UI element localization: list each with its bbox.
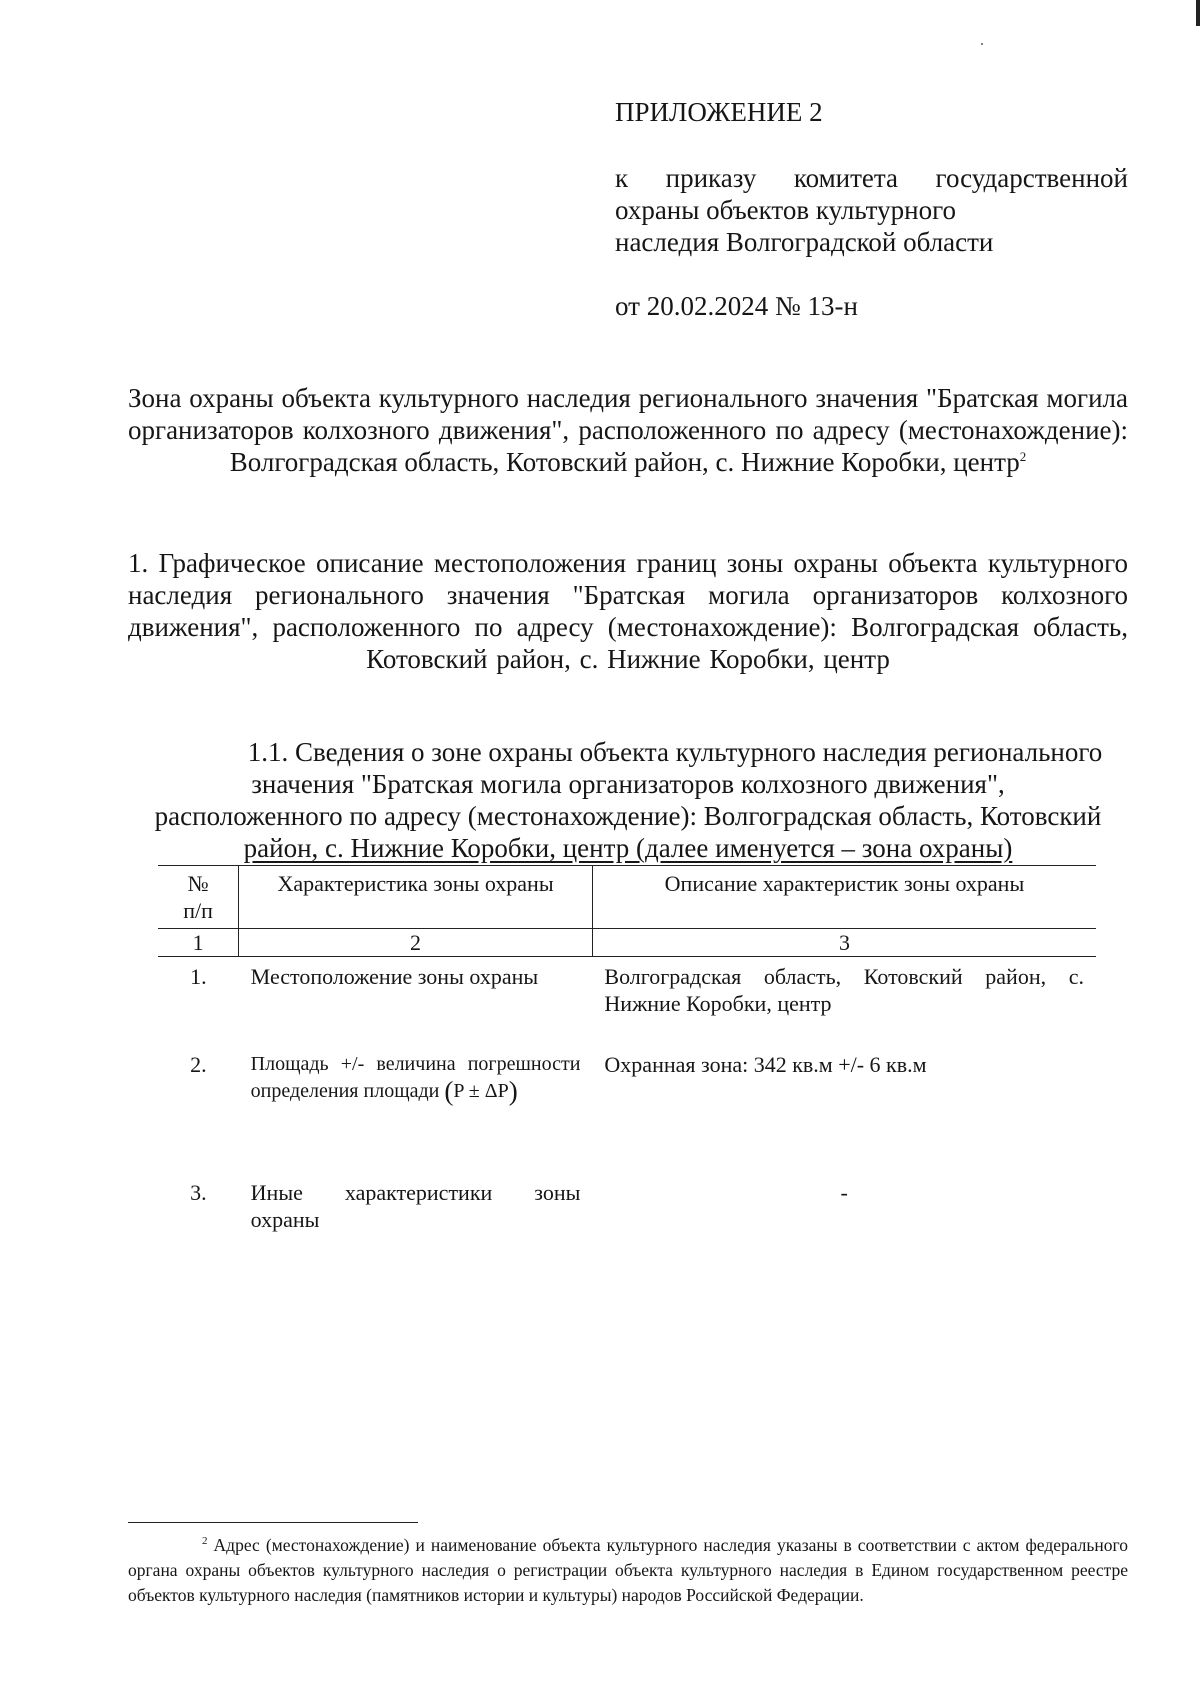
row-description: Охранная зона: 342 кв.м +/- 6 кв.м <box>604 1052 927 1077</box>
header-description: Описание характеристик зоны охраны <box>592 866 1096 929</box>
row-description: Волгоградская область, Котовский район, с. Нижние Коробки, центр <box>604 964 1084 1016</box>
table-header-row <box>158 866 1096 929</box>
row-number: 2. <box>190 1052 207 1077</box>
scan-edge-mark <box>1196 0 1200 26</box>
footnote-reference: 2 <box>1019 449 1027 464</box>
section-1-heading: 1. Графическое описание местоположения границ зоны охраны объекта культурного наследия регионального значения "Братская могила организаторов колхозного движения", расположенного по адресу (местонахождение): Волгоградская область, Котовский район, с. Нижние Коробки, центр <box>128 548 1128 674</box>
column-number: 1 <box>158 929 239 957</box>
column-number: 2 <box>239 929 593 957</box>
order-reference-line3: наследия Волгоградской области <box>615 227 994 257</box>
row-characteristic <box>239 1045 593 1173</box>
ref-word: приказу <box>665 163 757 193</box>
row-characteristic: Иные характеристики зоны охраны <box>250 1180 581 1232</box>
order-reference-line2: охраны объектов культурного <box>615 195 956 225</box>
zone-characteristics-table <box>158 865 1096 1245</box>
footnote-mark: 2 <box>202 1535 208 1548</box>
section-1-1-line3: расположенного по адресу (местонахождение): Волгоградская область, Котовский <box>154 801 1102 831</box>
footnote-separator <box>128 1522 418 1523</box>
zone-title <box>128 382 1128 478</box>
zone-title-text: Зона охраны объекта культурного наследия регионального значения "Братская могила организаторов колхозного движения", расположенного по адресу (местонахождение): Волгоградская область, Котовский район, с. Нижние Коробки, центр <box>128 383 1128 477</box>
table-row <box>158 1045 1096 1173</box>
scan-speck <box>981 43 983 45</box>
section-1-1-line2: значения "Братская могила организаторов колхозного движения", <box>251 769 1005 799</box>
footnote <box>128 1533 1128 1608</box>
footnote-text: Адрес (местонахождение) и наименование объекта культурного наследия указаны в соответствии с актом федерального органа охраны объектов культурного наследия о регистрации объекта культурного наследия в Едином государственном реестре объектов культурного наследия (памятников истории и культуры) народов Российской Федерации. <box>128 1535 1128 1605</box>
annex-title: ПРИЛОЖЕНИЕ 2 <box>615 97 823 127</box>
order-reference-line1 <box>615 162 1128 194</box>
area-formula: (P ± ΔP) <box>444 1076 518 1106</box>
order-reference <box>615 162 1128 258</box>
ref-word: комитета <box>793 163 899 193</box>
row-characteristic-text: Площадь +/- величина погрешности определения площади <box>250 1053 581 1102</box>
order-date: от 20.02.2024 № 13-н <box>615 291 858 321</box>
approval-block <box>615 96 1128 322</box>
area-formula-text: P ± ΔP <box>453 1080 509 1102</box>
ref-word: государственной <box>935 163 1128 193</box>
section-1-1-line1: 1.1. Сведения о зоне охраны объекта культурного наследия регионального <box>247 737 1103 767</box>
header-num <box>158 866 239 929</box>
column-number: 3 <box>592 929 1096 957</box>
header-num-text: № п/п <box>183 871 213 923</box>
ref-word: к <box>615 163 629 193</box>
row-description: - <box>840 1180 848 1205</box>
header-characteristic: Характеристика зоны охраны <box>239 866 593 929</box>
row-number: 3. <box>190 1180 207 1205</box>
row-characteristic: Местоположение зоны охраны <box>250 964 539 989</box>
section-1-1-line4: район, с. Нижние Коробки, центр (далее именуется – зона охраны) <box>243 833 1013 863</box>
section-1-1-heading <box>128 736 1128 864</box>
row-number: 1. <box>190 964 207 989</box>
table-column-numbers-row <box>158 929 1096 957</box>
table-row <box>158 957 1096 1046</box>
table-row <box>158 1173 1096 1245</box>
